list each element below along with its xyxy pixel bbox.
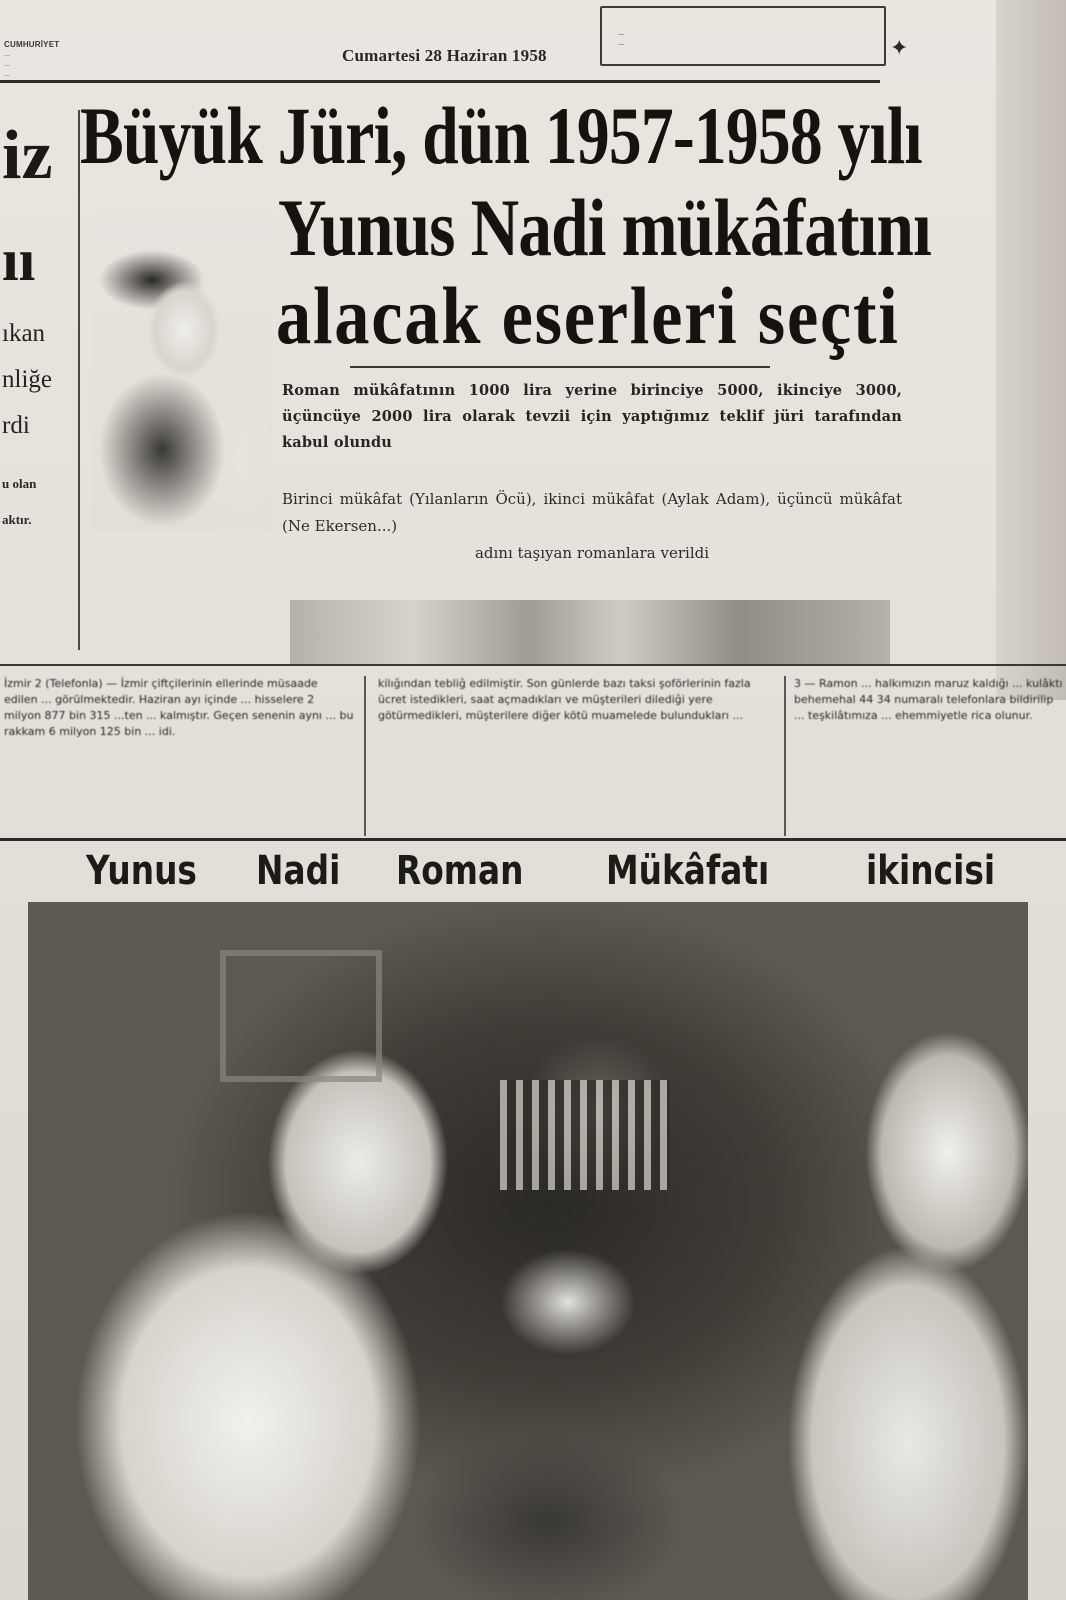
star-icon: ✦	[890, 36, 909, 61]
photo-title-word: Mükâfatı	[606, 848, 770, 894]
masthead-rule	[0, 80, 880, 83]
masthead	[0, 28, 909, 88]
section-rule	[0, 838, 1066, 841]
news-photo	[28, 902, 1028, 1600]
masthead-box-line: ...	[618, 38, 624, 47]
left-fragment: u olan	[2, 476, 37, 491]
photo-title	[86, 848, 1046, 908]
news-column-1: İzmir 2 (Telefonla) — İzmir çiftçilerinin ellerinde müsaade edilen ... görülmektedir. Haziran ayı içinde ... hisselere 2 milyon 877 bin 315 ...ten ... kalmıştır. Geçen senenin aynı ... bu rakkam 6 milyon 125 bin ... idi.	[4, 677, 354, 738]
news-column-2: kilığından tebliğ edilmiştir. Son günlerde bazı taksi şoförlerinin fazla ücret istedikleri, saat açmadıkları ve müşterileri dilediği yere götürmedikleri, müşterilere diğer kötü muamelede bulundukları ...	[378, 677, 751, 722]
subheadline-2-text: Birinci mükâfat (Yılanların Öcü), ikinci mükâfat (Aylak Adam), üçüncü mükâfat (Ne Ekersen...)	[282, 490, 902, 535]
column-rule	[364, 676, 366, 836]
masthead-info	[4, 40, 324, 79]
masthead-info-line: ...	[4, 71, 10, 78]
headline-line-2: Yunus Nadi mükâfatını	[278, 182, 931, 273]
portrait-photo	[92, 210, 272, 530]
photo-title-word: ikincisi	[866, 848, 996, 894]
paper-name: CUMHURİYET	[4, 40, 60, 49]
issue-date: Cumartesi 28 Haziran 1958	[342, 46, 547, 65]
photo-background-window	[500, 1080, 670, 1190]
photo-title-word: Nadi	[256, 848, 341, 894]
headline-line-1: Büyük Jüri, dün 1957-1958 yılı	[80, 90, 922, 181]
subheadline-2	[282, 486, 902, 567]
page-edge	[996, 0, 1066, 700]
photo-title-word: Roman	[396, 848, 524, 894]
left-cut-column	[0, 110, 80, 650]
masthead-box	[600, 6, 886, 66]
photo-background-frame	[220, 950, 382, 1082]
left-fragment: nliğe	[2, 366, 52, 393]
subheadline-2-end: adını taşıyan romanlara verildi	[474, 544, 710, 562]
left-fragment: iz	[2, 117, 53, 194]
photo-strip	[290, 600, 890, 664]
masthead-box-text	[618, 28, 624, 48]
column-rule	[784, 676, 786, 836]
left-fragment: rdi	[2, 412, 30, 439]
subheadline: Roman mükâfatının 1000 lira yerine birinciye 5000, ikinciye 3000, üçüncüye 2000 lira olarak tevzii için yaptığımız teklif jüri tarafından kabul olundu	[282, 382, 902, 451]
masthead-info-line: ...	[4, 61, 10, 68]
section-rule	[0, 664, 1066, 666]
news-column-3: 3 — Ramon ... halkımızın maruz kaldığı ... kulâktı behemehal 44 34 numaralı telefonlara bildirilip ... teşkilâtımıza ... ehemmiyetle rica olunur.	[794, 677, 1063, 722]
subheadline-rule	[350, 366, 770, 368]
masthead-box-line: ...	[618, 28, 624, 37]
masthead-info-line: ...	[4, 51, 10, 58]
photo-title-word: Yunus	[86, 848, 197, 894]
headline-line-3: alacak eserleri seçti	[276, 270, 900, 361]
left-fragment: aktır.	[2, 512, 32, 527]
left-fragment: ıkan	[2, 320, 46, 347]
column-rule	[78, 110, 80, 650]
left-fragment: ıı	[2, 227, 36, 293]
